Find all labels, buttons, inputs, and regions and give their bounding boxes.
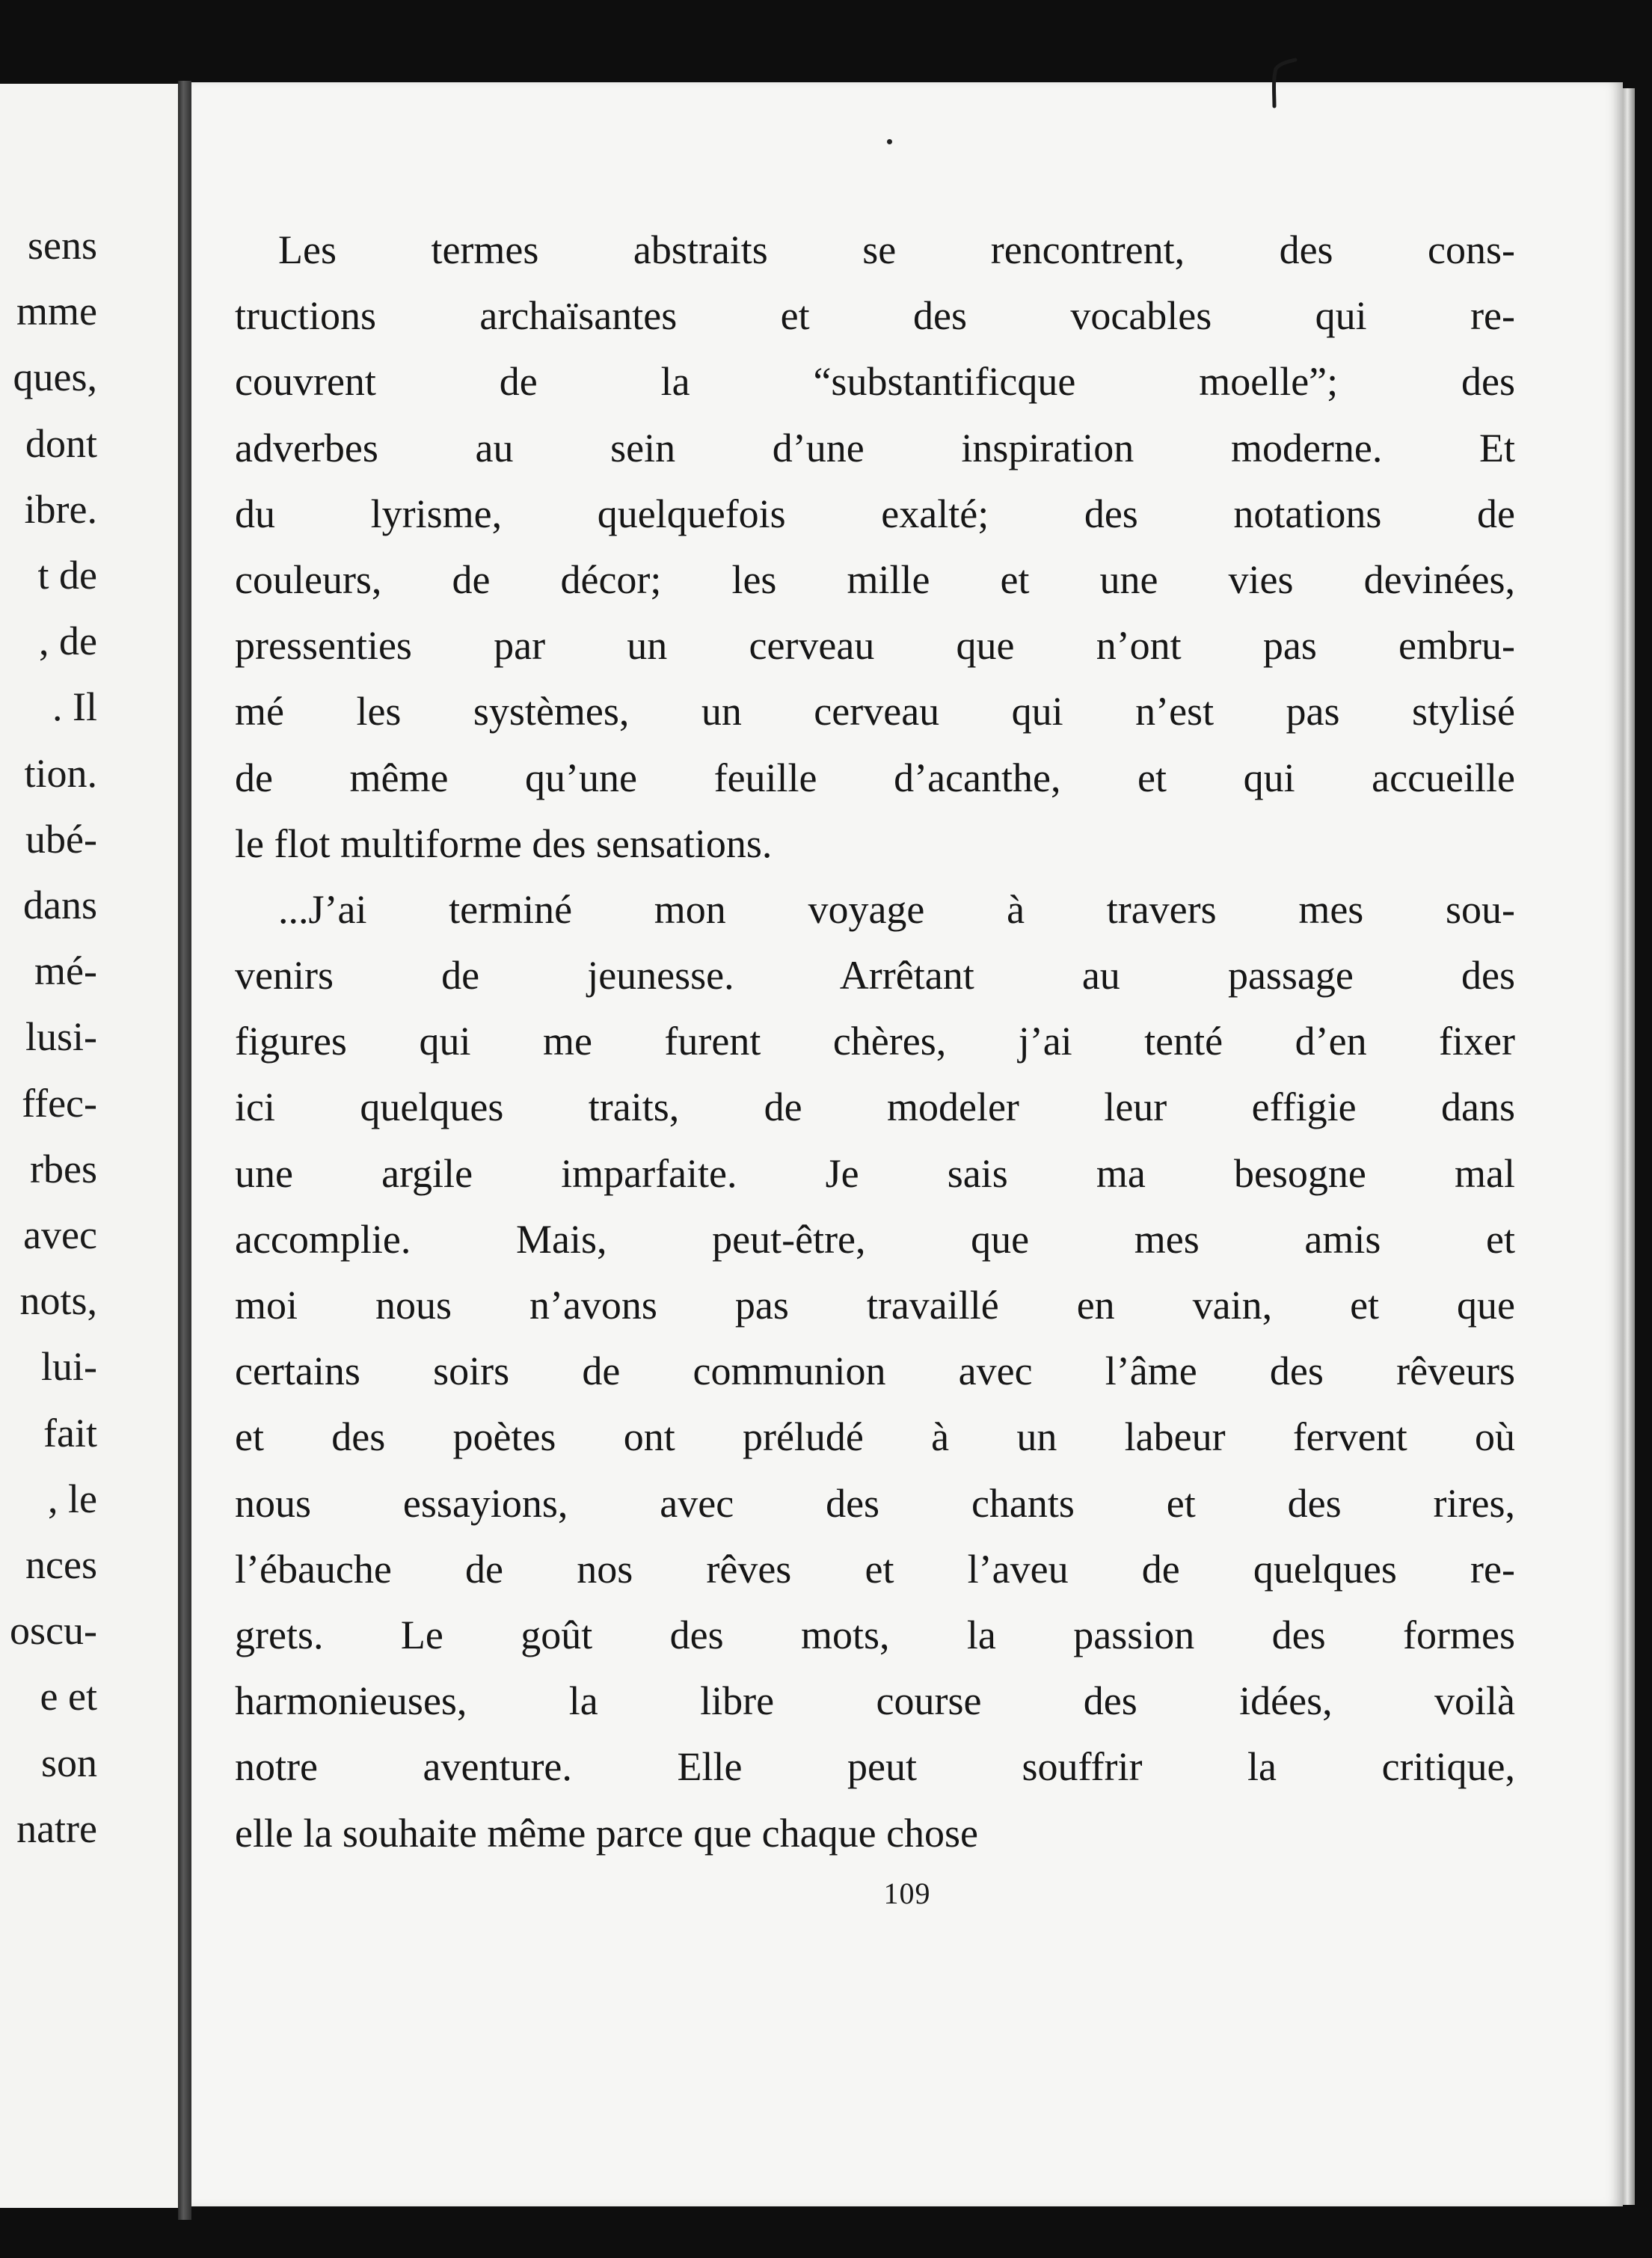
left-page-fragment: ques,	[13, 355, 97, 400]
text-line: et des poètes ont préludé à un labeur fervent où	[235, 1414, 1515, 1460]
paragraph-2	[235, 877, 1515, 1866]
text-line: ...J’ai terminé mon voyage à travers mes sou-	[278, 886, 1515, 932]
text-line: mé les systèmes, un cerveau qui n’est pas stylisé	[235, 689, 1515, 734]
text-line: du lyrisme, quelquefois exalté; des notations de	[235, 491, 1515, 536]
text-line: certains soirs de communion avec l’âme des rêveurs	[235, 1349, 1515, 1394]
left-page-fragment: . Il	[52, 684, 97, 730]
left-page-fragment: ffec-	[22, 1080, 97, 1126]
left-page-fragment: avec	[23, 1212, 97, 1258]
text-line: venirs de jeunesse. Arrêtant au passage des	[235, 953, 1515, 998]
text-line: nous essayions, avec des chants et des rires,	[235, 1480, 1515, 1526]
right-page	[191, 82, 1623, 2206]
left-page-fragment: dont	[25, 420, 97, 466]
text-line: une argile imparfaite. Je sais ma besogne mal	[235, 1150, 1515, 1196]
left-page-fragment: mé-	[34, 948, 97, 994]
left-page-fragment: ubé-	[25, 816, 97, 862]
left-page-fragment: lui-	[41, 1344, 97, 1390]
text-line: tructions archaïsantes et des vocables qui re-	[235, 293, 1515, 339]
page-edge	[1623, 88, 1635, 2205]
left-page-fragment: natre	[16, 1806, 97, 1851]
left-page-fragment: ibre.	[24, 486, 97, 532]
book-gutter	[178, 81, 191, 2220]
left-facing-page	[0, 84, 178, 2208]
text-line: notre aventure. Elle peut souffrir la critique,	[235, 1744, 1515, 1790]
pencil-mark-icon	[1265, 57, 1298, 109]
left-page-fragment: sens	[28, 223, 97, 268]
left-page-fragment: lusi-	[25, 1014, 97, 1060]
left-page-fragment: son	[40, 1740, 97, 1785]
left-page-fragment: t de	[37, 553, 97, 598]
text-line: moi nous n’avons pas travaillé en vain, et que	[235, 1283, 1515, 1328]
left-page-fragment: mme	[16, 289, 97, 334]
text-line: elle la souhaite même parce que chaque chose	[235, 1810, 979, 1856]
text-line: couleurs, de décor; les mille et une vies devinées,	[235, 556, 1515, 602]
text-line: harmonieuses, la libre course des idées, voilà	[235, 1678, 1515, 1724]
left-page-fragment: , le	[48, 1476, 97, 1521]
left-page-fragment: nots,	[19, 1278, 97, 1324]
text-line: l’ébauche de nos rêves et l’aveu de quelques re-	[235, 1546, 1515, 1592]
text-line: grets. Le goût des mots, la passion des formes	[235, 1612, 1515, 1657]
left-page-fragment: rbes	[30, 1146, 97, 1191]
text-line: accomplie. Mais, peut-être, que mes amis et	[235, 1216, 1515, 1262]
text-line: Les termes abstraits se rencontrent, des cons-	[278, 227, 1515, 272]
text-line: ici quelques traits, de modeler leur effigie dans	[235, 1084, 1515, 1130]
text-line: adverbes au sein d’une inspiration moderne. Et	[235, 425, 1515, 470]
text-line: de même qu’une feuille d’acanthe, et qui accueille	[235, 755, 1515, 800]
left-page-fragment: e et	[40, 1674, 97, 1719]
left-page-fragment: oscu-	[10, 1608, 97, 1654]
text-line: figures qui me furent chères, j’ai tenté d’en fixer	[235, 1019, 1515, 1064]
left-page-fragment: fait	[43, 1410, 97, 1455]
left-page-fragment: dans	[23, 883, 97, 928]
left-page-fragment: tion.	[24, 750, 97, 796]
text-line: couvrent de la “substantificque moelle”; des	[235, 359, 1515, 405]
page-number: 109	[883, 1877, 931, 1910]
paragraph-1	[235, 217, 1515, 877]
ink-speck	[887, 139, 892, 144]
left-page-fragment: nces	[25, 1542, 97, 1588]
page-body-text	[235, 217, 1515, 1866]
text-line: le flot multiforme des sensations.	[235, 820, 773, 866]
left-page-text-fragments	[10, 212, 97, 1862]
text-line: pressenties par un cerveau que n’ont pas embru-	[235, 623, 1515, 669]
left-page-fragment: , de	[39, 619, 97, 664]
